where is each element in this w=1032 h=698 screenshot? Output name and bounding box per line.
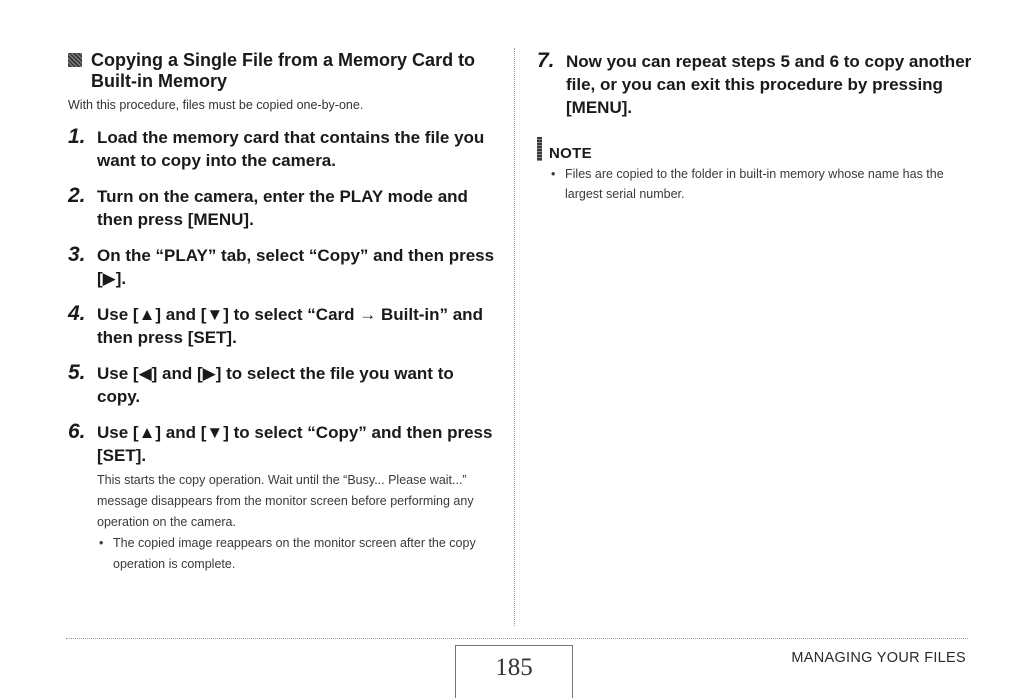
step-7 [537, 50, 977, 119]
step-4 [68, 303, 498, 349]
right-column [537, 50, 977, 204]
note-bar-icon [537, 137, 542, 161]
bullet-icon: • [99, 536, 104, 550]
step-5 [68, 362, 498, 408]
step-number: 1. [68, 125, 86, 148]
step-1 [68, 126, 498, 172]
step-body [97, 126, 498, 172]
section-heading-text: Copying a Single File from a Memory Card to Built-in Memory [91, 50, 476, 91]
step-body [97, 421, 498, 575]
page-number [455, 645, 573, 698]
footer-rule [66, 638, 968, 639]
step-body [97, 362, 498, 408]
step-text: Use [▲] and [▼] to select “Copy” and then press [SET]. [97, 423, 493, 465]
page-number-text: 185 [495, 654, 533, 681]
step-bullet [97, 533, 498, 575]
step-text: Use [◀] and [▶] to select the file you want to copy. [97, 364, 454, 406]
section-heading [68, 50, 498, 92]
step-body [97, 303, 498, 349]
step-text: Turn on the camera, enter the PLAY mode and then press [MENU]. [97, 187, 468, 229]
note-title: NOTE [549, 145, 592, 162]
step-text: Load the memory card that contains the file you want to copy into the camera. [97, 128, 485, 170]
left-column [68, 50, 498, 588]
step-3 [68, 244, 498, 290]
step-detail: This starts the copy operation. Wait until the “Busy... Please wait...” message disappears from the monitor screen before performing any operation on the camera. [97, 473, 474, 529]
step-number: 3. [68, 243, 86, 266]
note-bullets [549, 164, 977, 204]
step-text: Use [▲] and [▼] to select “Card → Built-in” and then press [SET]. [97, 305, 483, 347]
bullet-text: The copied image reappears on the monitor screen after the copy operation is complete. [113, 536, 476, 571]
note-content [549, 145, 592, 162]
note-block [537, 145, 977, 162]
step-body [97, 185, 498, 231]
column-divider [514, 48, 515, 626]
step-text: Now you can repeat steps 5 and 6 to copy another file, or you can exit this procedure by pressing [MENU]. [566, 52, 972, 117]
step-2 [68, 185, 498, 231]
step-number: 4. [68, 302, 86, 325]
note-bullet-text: Files are copied to the folder in built-in memory whose name has the largest serial number. [565, 167, 944, 201]
footer-section-title: MANAGING YOUR FILES [791, 650, 966, 666]
step-text: On the “PLAY” tab, select “Copy” and then press [▶]. [97, 246, 495, 288]
heading-square-icon [68, 53, 82, 67]
step-number: 2. [68, 184, 86, 207]
note-bullet [549, 164, 977, 204]
bullet-icon: • [551, 167, 556, 181]
step-number: 5. [68, 361, 86, 384]
step-number: 6. [68, 420, 86, 443]
step-body [566, 50, 977, 119]
step-number: 7. [537, 49, 555, 72]
step-6 [68, 421, 498, 575]
step-body [97, 244, 498, 290]
section-intro: With this procedure, files must be copied one-by-one. [68, 98, 364, 112]
